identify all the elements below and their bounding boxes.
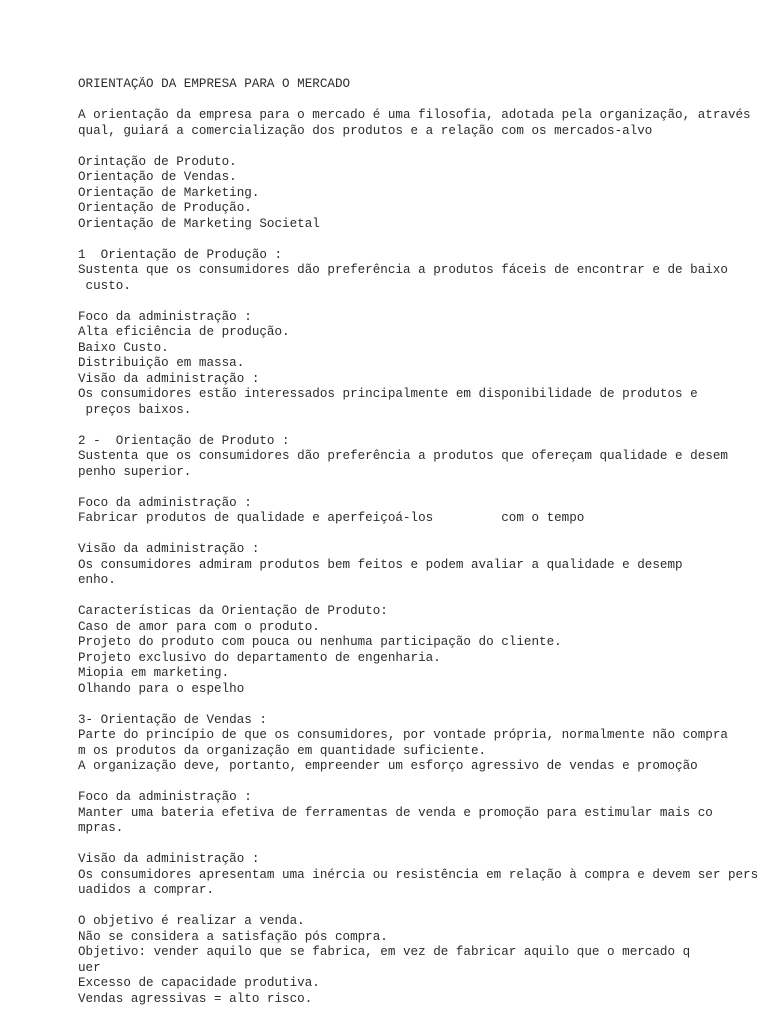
text-line: Não se considera a satisfação pós compra. [78, 929, 388, 944]
text-line: Excesso de capacidade produtiva. [78, 976, 320, 990]
text-line: 1 Orientação de Produção : [78, 247, 283, 262]
text-line: Projeto exclusivo do departamento de engenharia. [78, 650, 441, 665]
text-line: uer [78, 960, 101, 975]
text-line: Características da Orientação de Produto: [78, 604, 388, 618]
text-line: Miopia em marketing. [78, 666, 230, 680]
text-line: penho superior. [78, 464, 192, 479]
text-line: Orientação de Vendas. [78, 170, 237, 184]
text-line: Os consumidores estão interessados principalmente em disponibilidade de produtos e [78, 387, 698, 401]
text-line: Parte do princípio de que os consumidores, por vontade própria, normalmente não compra [78, 728, 728, 742]
text-line: Orientação de Marketing. [78, 185, 260, 200]
text-line: Os consumidores apresentam uma inércia ou resistência em relação à compra e devem ser pers [78, 867, 759, 882]
text-line: Visão da administração : [78, 371, 260, 386]
text-line: 3- Orientação de Vendas : [78, 712, 267, 727]
text-line: uadidos a comprar. [78, 883, 215, 897]
blank-line [78, 294, 768, 310]
text-line: Manter uma bateria efetiva de ferramentas de venda e promoção para estimular mais co [78, 805, 713, 820]
blank-line [78, 93, 768, 109]
text-line: Distribuição em massa. [78, 356, 245, 370]
blank-line [78, 589, 768, 605]
blank-line [78, 775, 768, 791]
text-line: Os consumidores admiram produtos bem feitos e podem avaliar a qualidade e desemp [78, 557, 683, 572]
text-line: Alta eficiência de produção. [78, 325, 290, 339]
blank-line [78, 480, 768, 496]
text-line: Orintação de Produto. [78, 154, 237, 169]
text-line: Visão da administração : [78, 542, 260, 556]
blank-line [78, 527, 768, 543]
text-line: Baixo Custo. [78, 340, 169, 355]
text-line: Objetivo: vender aquilo que se fabrica, em vez de fabricar aquilo que o mercado q [78, 945, 691, 959]
text-line: Caso de amor para com o produto. [78, 619, 320, 634]
text-line: A organização deve, portanto, empreender um esforço agressivo de vendas e promoção [78, 759, 698, 773]
text-line: Fabricar produtos de qualidade e aperfeiçoá-los com o tempo [78, 511, 585, 525]
text-line: Foco da administração : [78, 495, 252, 510]
blank-line [78, 139, 768, 155]
text-line: Orientação de Produção. [78, 201, 252, 215]
blank-line [78, 899, 768, 915]
text-line: mpras. [78, 821, 124, 835]
text-line: Projeto do produto com pouca ou nenhuma participação do cliente. [78, 635, 562, 649]
text-line: O objetivo é realizar a venda. [78, 914, 305, 928]
text-line: enho. [78, 573, 116, 587]
text-line: Sustenta que os consumidores dão preferência a produtos que ofereçam qualidade e desem [78, 449, 728, 463]
text-line: preços baixos. [78, 402, 192, 417]
text-line: Foco da administração : [78, 790, 252, 804]
document-body [78, 77, 768, 1007]
text-line: custo. [78, 278, 131, 293]
text-line: Olhando para o espelho [78, 681, 245, 696]
text-line: Orientação de Marketing Societal [78, 216, 320, 231]
text-line: A orientação da empresa para o mercado é uma filosofia, adotada pela organização, através [78, 108, 751, 122]
text-line: Foco da administração : [78, 309, 252, 324]
text-line: Sustenta que os consumidores dão preferência a produtos fáceis de encontrar e de baixo [78, 263, 728, 277]
text-line: Vendas agressivas = alto risco. [78, 991, 313, 1006]
text-line: Visão da administração : [78, 852, 260, 866]
blank-line [78, 232, 768, 248]
text-line: m os produtos da organização em quantidade suficiente. [78, 743, 487, 758]
text-line: qual, guiará a comercialização dos produtos e a relação com os mercados-alvo [78, 123, 653, 138]
text-line: 2 - Orientação de Produto : [78, 433, 290, 448]
text-line: ORIENTAÇÃO DA EMPRESA PARA O MERCADO [78, 77, 351, 91]
blank-line [78, 418, 768, 434]
blank-line [78, 697, 768, 713]
blank-line [78, 837, 768, 853]
